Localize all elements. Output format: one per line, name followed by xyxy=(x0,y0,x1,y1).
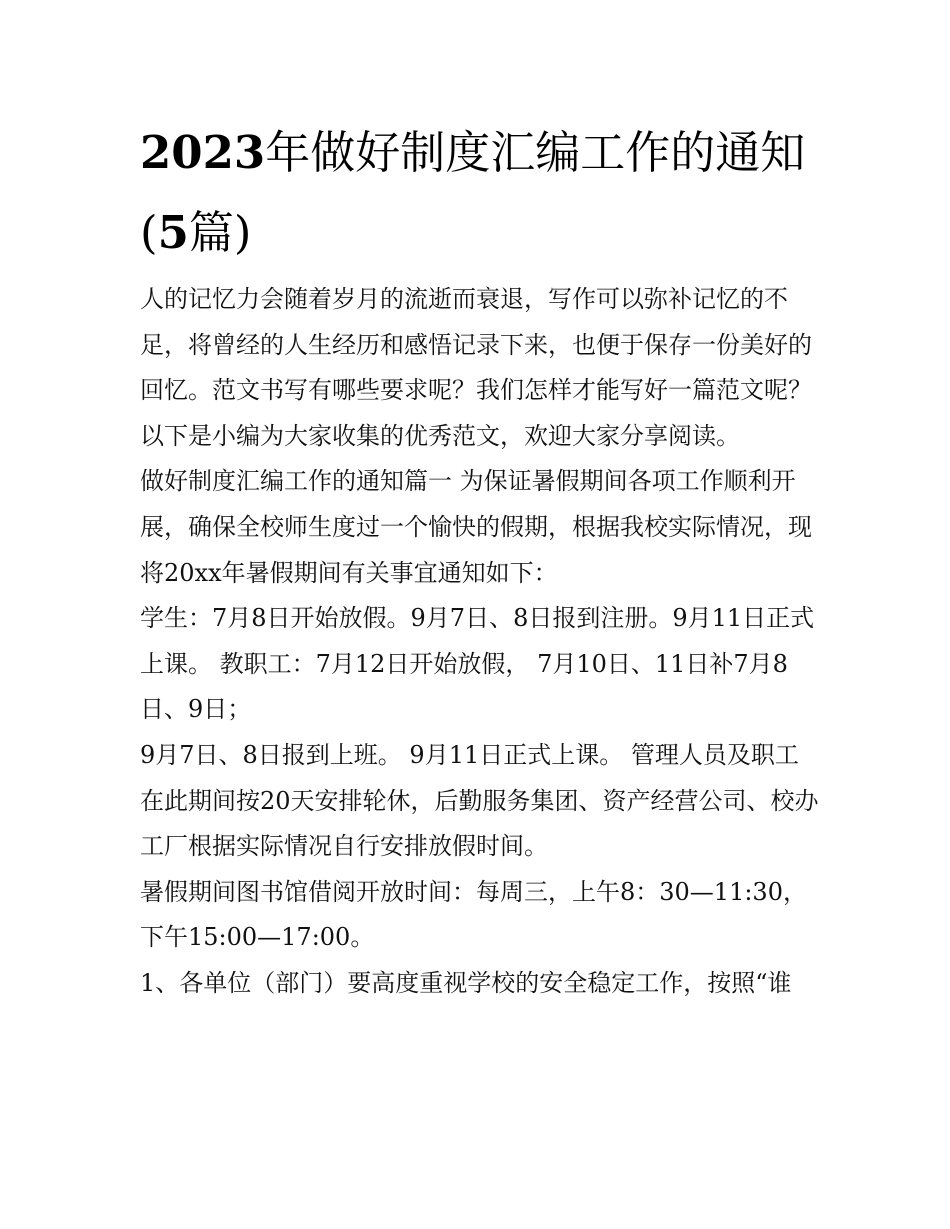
paragraph-library: 暑假期间图书馆借阅开放时间：每周三，上午8：30—11:30，下午15:00—17:00。 xyxy=(140,877,807,952)
paragraph-safety: 1、各单位（部门）要高度重视学校的安全稳定工作，按照“谁 xyxy=(140,968,792,997)
title-end: 篇) xyxy=(188,206,252,259)
document-body xyxy=(140,277,820,1007)
paragraph-notice-1: 做好制度汇编工作的通知篇一 为保证暑假期间各项工作顺利开展，确保全校师生度过一个愉快的假期，根据我校实际情况，现将20xx年暑假期间有关事宜通知如下： xyxy=(140,467,812,587)
paragraph-intro: 人的记忆力会随着岁月的流逝而衰退，写作可以弥补记忆的不足，将曾经的人生经历和感悟记录下来，也便于保存一份美好的回忆。范文书写有哪些要求呢？我们怎样才能写好一篇范文呢？以下是小编为大家收集的优秀范文，欢迎大家分享阅读。 xyxy=(140,285,812,450)
title-count: 5 xyxy=(157,206,189,259)
document-title xyxy=(140,113,820,273)
title-main: 年做好制度汇编工作的通知( xyxy=(140,126,806,259)
title-year: 2023 xyxy=(140,126,266,179)
paragraph-staff: 9月7日、8日报到上班。 9月11日正式上课。 管理人员及职工在此期间按20天安排轮休，后勤服务集团、资产经营公司、校办工厂根据实际情况自行安排放假时间。 xyxy=(140,740,819,861)
paragraph-schedule: 学生：7月8日开始放假。9月7日、8日报到注册。9月11日正式上课。 教职工：7月12日开始放假， 7月10日、11日补7月8日、9日； xyxy=(140,604,815,724)
